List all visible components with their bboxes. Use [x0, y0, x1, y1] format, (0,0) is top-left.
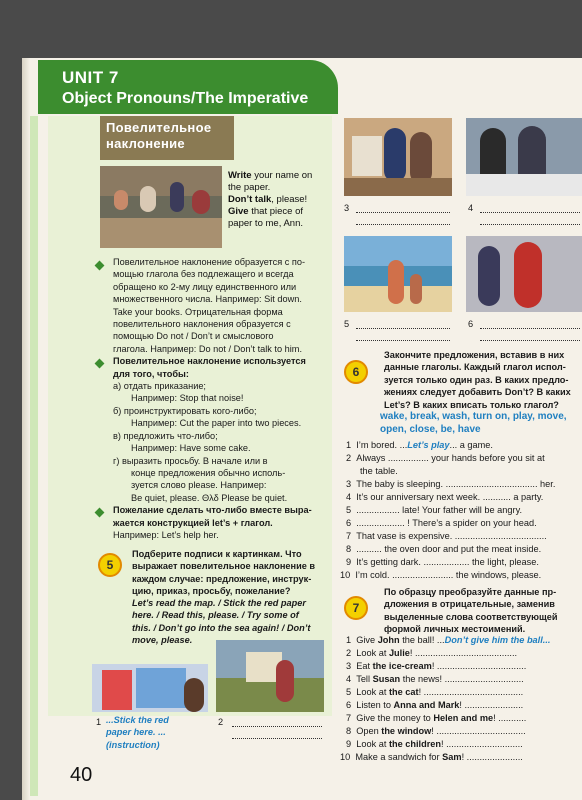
item-text-end: ! .......................................: [418, 687, 524, 697]
rule-line: помощью Do not / Don’t и смыслового: [113, 331, 274, 342]
ex6-instr-line: Закончите предложения, вставив в них: [384, 350, 565, 360]
picture-4-blank-2[interactable]: [480, 224, 580, 225]
item-number: 7: [346, 713, 352, 723]
ex5-caption-1: [106, 714, 206, 751]
rule-line: Повелительное наклонение используется: [113, 356, 306, 367]
picture-3: [344, 118, 452, 196]
item-text: Look at: [356, 687, 389, 697]
unit-title: Object Pronouns/The Imperative: [62, 90, 309, 107]
rule-line: множественного числа. Например: Sit down.: [113, 294, 302, 305]
ex5-instr-line: каждом случае: предложение, инструк-: [132, 573, 312, 584]
page-number: 40: [70, 764, 93, 786]
item-text-end: ! ...........: [493, 713, 527, 723]
rule-line: глагола. Например: Do not / Don’t talk to him.: [113, 343, 303, 354]
ex7-item-9[interactable]: [346, 738, 582, 750]
item-text: It’s our anniversary next week. ........... a party.: [356, 492, 544, 502]
item-text: It’s getting dark. .................. the light, please.: [356, 557, 539, 567]
ex6-item-4[interactable]: [346, 491, 582, 503]
exercise-6-badge: 6: [344, 360, 368, 384]
picture-6-blank-2[interactable]: [480, 340, 580, 341]
item-number: 3: [346, 661, 352, 671]
ex6-instr-line: Let’s? В каких вписать только глагол?: [384, 399, 559, 410]
ex7-item-8[interactable]: [346, 725, 582, 737]
ex7-item-4[interactable]: [346, 673, 582, 685]
item-text: Look at: [356, 648, 389, 658]
exercise-7-badge: 7: [344, 596, 368, 620]
item-number: 8: [346, 544, 352, 554]
ex5-photo-2: [216, 640, 324, 712]
word-bank-line: open, close, be, have: [380, 424, 481, 435]
item-text: Give: [356, 635, 378, 645]
item-text-end: ! ...................................: [431, 661, 527, 671]
rule-line: жается конструкцией let’s + глагол.: [113, 517, 273, 528]
ex6-instr-line: жениях следует добавить Don’t? В каких: [384, 387, 571, 398]
rule-line: г) выразить просьбу. В начале или в: [113, 455, 268, 466]
item-text-end: ... a game.: [449, 440, 493, 450]
rule-line: Например: Cut the paper into two pieces.: [131, 418, 302, 429]
item-number: 2: [346, 453, 352, 463]
item-highlight: Julie: [388, 648, 410, 658]
rule-line: Например: Let’s help her.: [113, 529, 219, 540]
ex6-item-10[interactable]: [340, 569, 582, 581]
ex7-instr-line: дложения в отрицательные, заменив: [384, 599, 555, 610]
ex6-item-1[interactable]: [346, 439, 582, 451]
item-highlight: the children: [388, 739, 442, 749]
rule-line: б) проинструктировать кого-либо;: [113, 405, 257, 416]
ex6-instr-line: зуется только один раз. В каких предло-: [384, 374, 569, 385]
item-text-end: ! .......................: [459, 700, 524, 710]
item-number: 5: [346, 505, 352, 515]
item-answer: Don’t give him the ball...: [444, 635, 551, 645]
item-text: .......... the oven door and put the meat inside.: [356, 544, 542, 554]
item-highlight: Sam: [442, 752, 462, 762]
section-title: [100, 116, 234, 160]
exercise-7-instructions: [384, 586, 582, 636]
item-number: 9: [346, 557, 352, 567]
item-highlight: Susan: [372, 674, 401, 684]
item-number: 10: [340, 752, 351, 762]
word-bank-line: wake, break, wash, turn on, play, move,: [380, 411, 567, 422]
item-text: I’m cold. ........................ the windows, please.: [355, 570, 542, 580]
ex6-item-2-cont: [360, 465, 582, 477]
ex-give-rest: that piece of: [248, 206, 304, 217]
ex6-item-9[interactable]: [346, 556, 582, 568]
ex7-item-10[interactable]: [340, 751, 582, 763]
ex6-item-8[interactable]: [346, 543, 582, 555]
ex6-item-5[interactable]: [346, 504, 582, 516]
item-number: 6: [346, 700, 352, 710]
picture-3-num: 3: [344, 203, 350, 213]
item-text-end: ! ........................................: [409, 648, 518, 658]
item-text: ................. late! Your father will be angry.: [356, 505, 523, 515]
picture-4: [466, 118, 582, 196]
exercise-6-instructions: [384, 349, 582, 411]
ex-paper: the paper.: [228, 182, 271, 193]
item-text: ................... ! There’s a spider on your head.: [356, 518, 537, 528]
item-highlight: the ice-cream: [372, 661, 432, 671]
rule-line: Например: Have some cake.: [131, 443, 251, 454]
item-number: 10: [340, 570, 351, 580]
paper-edge: [22, 58, 30, 800]
item-text-end: ! ......................: [461, 752, 523, 762]
ex5-caption-line: (instruction): [106, 739, 160, 750]
ex-give: Give: [228, 206, 249, 217]
ex5-caption-2-blank-2[interactable]: [232, 738, 322, 739]
picture-5: [344, 236, 452, 312]
rule-line: зуется слово please. Например:: [131, 480, 267, 491]
ex7-item-5[interactable]: [346, 686, 582, 698]
rule-line: Пожелание сделать что-либо вместе выра-: [113, 505, 312, 516]
item-highlight: the window: [381, 726, 432, 736]
ex5-caption-1-num: 1: [96, 717, 102, 727]
side-tab: [30, 116, 38, 796]
ex-dont-talk: Don’t talk: [228, 194, 272, 205]
item-text: That vase is expensive. ....................................: [356, 531, 547, 541]
item-text: Listen to: [356, 700, 394, 710]
ex5-instr-line: Подберите подписи к картинкам. Что: [132, 549, 302, 559]
rule-line: в) предложить что-либо;: [113, 430, 218, 441]
classroom-photo: [100, 166, 222, 248]
ex5-instr-line: выражает повелительное наклонение в: [132, 561, 316, 572]
item-text: Look at: [356, 739, 389, 749]
exercise-5-instructions: [132, 548, 328, 598]
item-highlight: Helen and me: [433, 713, 494, 723]
section-title-line-1: Повелительное: [106, 120, 212, 135]
ex7-item-6[interactable]: [346, 699, 582, 711]
picture-4-blank[interactable]: [480, 212, 580, 213]
unit-number: UNIT 7: [62, 68, 119, 87]
item-text: Give the money to: [356, 713, 434, 723]
item-number: 7: [346, 531, 352, 541]
ex7-instr-line: формой личных местоимений.: [384, 624, 526, 635]
item-text-end: the ball! ...: [399, 635, 445, 645]
ex7-instr-line: По образцу преобразуйте данные пр-: [384, 587, 557, 597]
ex-write-rest: your name on: [251, 170, 313, 181]
item-text-end: the news! ...............................: [400, 674, 524, 684]
rule-line: а) отдать приказание;: [113, 381, 206, 392]
item-highlight: the cat: [388, 687, 419, 697]
picture-4-num: 4: [468, 203, 474, 213]
picture-5-blank[interactable]: [356, 328, 450, 329]
item-highlight: Anna and Mark: [393, 700, 460, 710]
ex5-option-line: this. / Don’t go into the sea again! / Don’t: [132, 622, 311, 633]
item-text: Eat: [356, 661, 373, 671]
ex6-item-7[interactable]: [346, 530, 582, 542]
ex6-instr-line: данные глаголы. Каждый глагол испол-: [384, 362, 566, 373]
picture-5-num: 5: [344, 319, 350, 329]
item-answer: Let’s play: [407, 440, 450, 450]
rule-line: для того, чтобы:: [113, 368, 189, 379]
rules-block: [113, 256, 323, 541]
picture-6: [466, 236, 582, 312]
picture-3-blank-2[interactable]: [356, 224, 450, 225]
item-number: 9: [346, 739, 352, 749]
item-number: 1: [346, 440, 352, 450]
item-number: 5: [346, 687, 352, 697]
rule-line: конце предложения обычно исполь-: [131, 467, 286, 478]
item-text-end: ! ..............................: [441, 739, 523, 749]
ex5-option-line: Let’s read the map. / Stick the red paper: [132, 598, 306, 608]
item-text: Tell: [356, 674, 373, 684]
ex6-item-3[interactable]: [346, 478, 582, 490]
ex7-item-7[interactable]: [346, 712, 582, 724]
rule-line: Take your books. Отрицательная форма: [113, 306, 283, 317]
item-text: I’m bored. ...: [356, 440, 408, 450]
item-number: 2: [346, 648, 352, 658]
item-text: The baby is sleeping. .................................... her.: [356, 479, 556, 489]
item-text: Open: [356, 726, 382, 736]
rule-line: мощью глагола без подлежащего и всегда: [113, 269, 294, 280]
exercise-6-word-bank: [380, 410, 582, 436]
rule-line: повелительного наклонения образуется с: [113, 319, 291, 330]
rule-line: Повелительное наклонение образуется с по-: [113, 257, 306, 267]
ex5-instr-line: цию, приказ, просьбу, пожелание?: [132, 586, 291, 597]
picture-6-num: 6: [468, 319, 474, 329]
section-title-line-2: наклонение: [106, 136, 185, 151]
item-text-end: ! ...................................: [431, 726, 526, 736]
ex5-caption-2-blank[interactable]: [232, 726, 322, 727]
ex7-item-1[interactable]: [346, 634, 582, 646]
ex5-caption-2-num: 2: [218, 717, 224, 727]
rule-line: обращено ко 2-му лицу единственного или: [113, 281, 297, 292]
item-number: 4: [346, 492, 352, 502]
ex7-instr-line: выделенные слова соответствующей: [384, 611, 558, 622]
ex5-photo-1: [92, 664, 208, 712]
item-number: 1: [346, 635, 352, 645]
unit-header: [38, 60, 338, 114]
item-number: 4: [346, 674, 352, 684]
ex-write: Write: [228, 170, 252, 181]
ex-paper-to-me: paper to me, Ann.: [228, 218, 303, 229]
item-text: Always ................ your hands before you sit at: [356, 453, 545, 463]
item-text: the table.: [360, 466, 398, 476]
ex5-option-line: move, please.: [132, 635, 193, 646]
item-text: Make a sandwich for: [355, 752, 443, 762]
item-number: 6: [346, 518, 352, 528]
ex5-caption-line: ...Stick the red: [106, 715, 169, 725]
rule-line: Be quiet, please. Θλδ Please be quiet.: [131, 492, 288, 503]
ex5-caption-line: paper here. ...: [106, 727, 166, 738]
ex5-option-line: here. / Read this, please. / Try some of: [132, 610, 299, 621]
ex6-item-2[interactable]: [346, 452, 582, 464]
picture-3-blank[interactable]: [356, 212, 450, 213]
item-number: 8: [346, 726, 352, 736]
rule-line: Например: Stop that noise!: [131, 393, 244, 404]
ex-dont-talk-rest: , please!: [271, 194, 308, 205]
ex7-item-3[interactable]: [346, 660, 582, 672]
ex7-item-2[interactable]: [346, 647, 582, 659]
ex6-item-6[interactable]: [346, 517, 582, 529]
picture-5-blank-2[interactable]: [356, 340, 450, 341]
item-highlight: John: [377, 635, 400, 645]
picture-6-blank[interactable]: [480, 328, 580, 329]
item-number: 3: [346, 479, 352, 489]
imperative-examples: [228, 170, 322, 236]
exercise-5-badge: 5: [98, 553, 122, 577]
